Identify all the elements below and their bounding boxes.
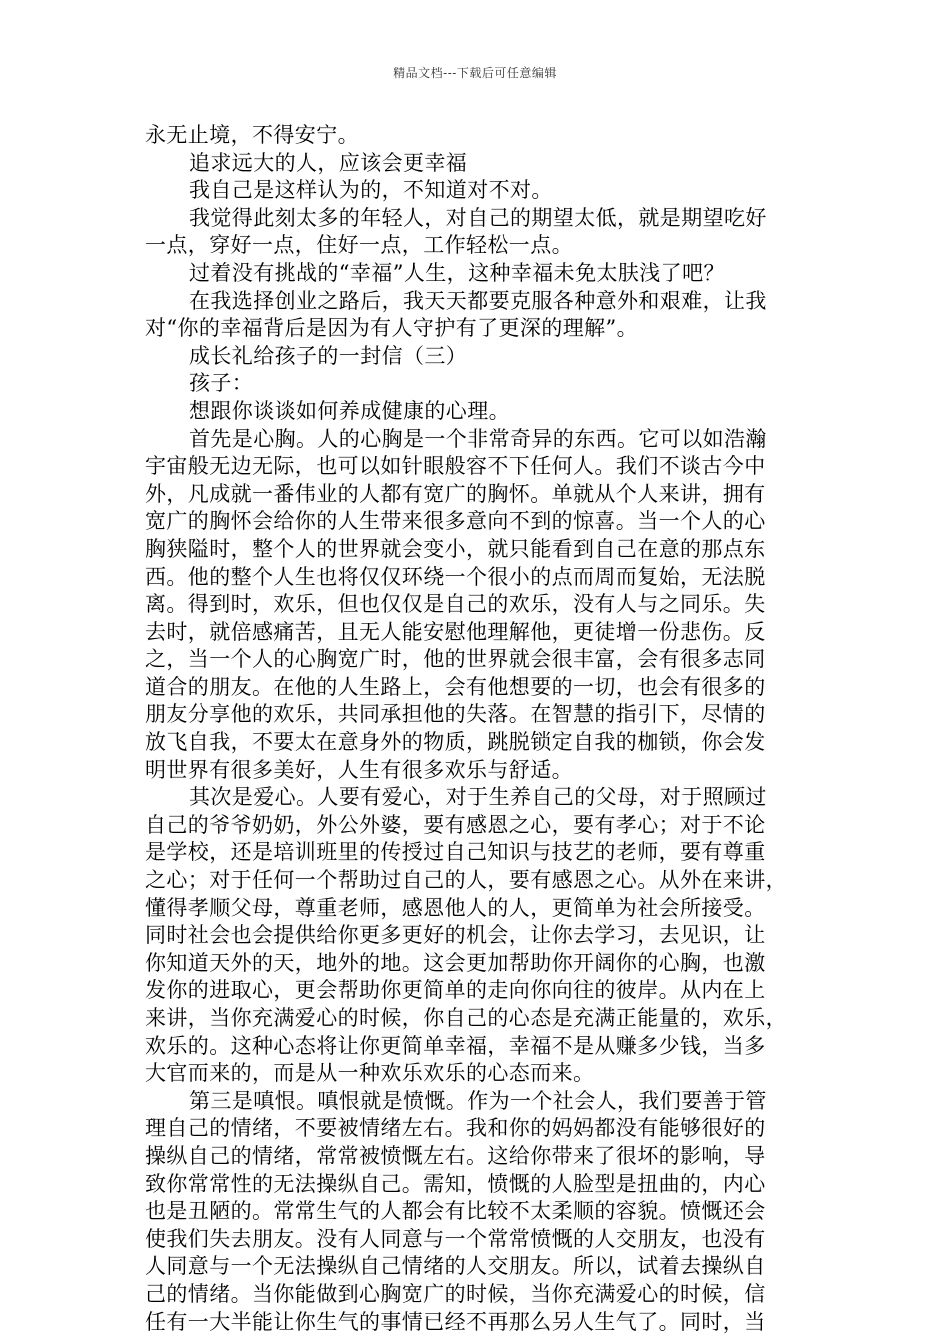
text-line: 成长礼给孩子的一封信（三） <box>189 343 468 368</box>
text-line: 发你的进取心，更会帮助你更简单的走向你向往的彼岸。从内在上 <box>145 978 766 1003</box>
text-line: 人同意与一个无法操纵自己情绪的人交朋友。所以，试着去操纵自 <box>145 1254 766 1279</box>
text-line: 孩子： <box>189 371 254 396</box>
text-line: 第三是嗔恨。嗔恨就是愤慨。作为一个社会人，我们要善于管 <box>189 1088 767 1113</box>
text-line: 任有一大半能让你生气的事情已经不再那么另人生气了。同时，当 <box>145 1309 766 1334</box>
page-header: 精品文档---下载后可任意编辑 <box>393 66 557 80</box>
text-line: 想跟你谈谈如何养成健康的心理。 <box>189 398 510 423</box>
text-line: 去时，就倍感痛苦，且无人能安慰他理解他，更徒增一份悲伤。反 <box>145 619 766 644</box>
text-line: 其次是爱心。人要有爱心，对于生养自己的父母，对于照顾过 <box>189 785 767 810</box>
text-line: 西。他的整个人生也将仅仅环绕一个很小的点而周而复始，无法脱 <box>145 564 766 589</box>
text-line: 离。得到时，欢乐，但也仅仅是自己的欢乐，没有人与之同乐。失 <box>145 592 766 617</box>
text-line: 首先是心胸。人的心胸是一个非常奇异的东西。它可以如浩瀚 <box>189 426 767 451</box>
text-line: 同时社会也会提供给你更多更好的机会，让你去学习，去见识，让 <box>145 923 766 948</box>
text-line: 道合的朋友。在他的人生路上，会有他想要的一切，也会有很多的 <box>145 674 766 699</box>
text-line: 致你常常性的无法操纵自己。需知，愤慨的人脸型是扭曲的，内心 <box>145 1171 766 1196</box>
text-line: 操纵自己的情绪，常常被愤慨左右。这给你带来了很坏的影响，导 <box>145 1143 766 1168</box>
text-line: 宇宙般无边无际，也可以如针眼般容不下任何人。我们不谈古今中 <box>145 454 766 479</box>
text-line: 使我们失去朋友。没有人同意与一个常常愤慨的人交朋友，也没有 <box>145 1226 766 1251</box>
text-line: 放飞自我，不要太在意身外的物质，跳脱锁定自我的枷锁，你会发 <box>145 730 766 755</box>
text-line: 之心；对于任何一个帮助过自己的人，要有感恩之心。从外在来讲， <box>145 868 787 893</box>
document-body <box>145 122 810 1336</box>
text-line: 永无止境，不得安宁。 <box>145 123 359 147</box>
text-line: 你知道天外的天，地外的地。这会更加帮助你开阔你的心胸，也激 <box>145 950 766 975</box>
text-line: 朋友分享他的欢乐，共同承担他的失落。在智慧的指引下，尽情的 <box>145 702 766 727</box>
text-line: 懂得孝顺父母，尊重老师，感恩他人的人，更简单为社会所接受。 <box>145 895 766 920</box>
text-line: 一点，穿好一点，住好一点，工作轻松一点。 <box>145 233 573 258</box>
text-line: 在我选择创业之路后，我天天都要克服各种意外和艰难，让我 <box>189 288 767 313</box>
text-line: 己的情绪。当你能做到心胸宽广的时候，当你充满爱心的时候，信 <box>145 1281 766 1306</box>
text-line: 自己的爷爷奶奶，外公外婆，要有感恩之心，要有孝心；对于不论 <box>145 812 766 837</box>
text-line: 过着没有挑战的“幸福”人生，这种幸福未免太肤浅了吧？ <box>189 260 725 285</box>
text-line: 也是丑陋的。常常生气的人都会有比较不太柔顺的容貌。愤慨还会 <box>145 1199 766 1224</box>
text-line: 对“你的幸福背后是因为有人守护有了更深的理解”。 <box>145 316 639 341</box>
text-line: 我自己是这样认为的，不知道对不对。 <box>189 178 553 203</box>
text-line: 宽广的胸怀会给你的人生带来很多意向不到的惊喜。当一个人的心 <box>145 509 766 534</box>
text-line: 明世界有很多美好，人生有很多欢乐与舒适。 <box>145 757 573 782</box>
text-line: 欢乐的。这种心态将让你更简单幸福，幸福不是从赚多少钱，当多 <box>145 1033 766 1058</box>
text-line: 追求远大的人，应该会更幸福 <box>189 150 468 175</box>
text-line: 胸狭隘时，整个人的世界就会变小，就只能看到自己在意的那点东 <box>145 536 766 561</box>
text-line: 来讲，当你充满爱心的时候，你自己的心态是充满正能量的，欢乐， <box>145 1006 787 1030</box>
text-line: 是学校，还是培训班里的传授过自己知识与技艺的老师，要有尊重 <box>145 840 766 865</box>
text-line: 之，当一个人的心胸宽广时，他的世界就会很丰富，会有很多志同 <box>145 647 766 672</box>
text-line: 外，凡成就一番伟业的人都有宽广的胸怀。单就从个人来讲，拥有 <box>145 481 766 506</box>
text-line: 大官而来的，而是从一种欢乐欢乐的心态而来。 <box>145 1061 595 1086</box>
text-line: 理自己的情绪，不要被情绪左右。我和你的妈妈都没有能够很好的 <box>145 1116 766 1141</box>
text-line: 我觉得此刻太多的年轻人，对自己的期望太低，就是期望吃好 <box>189 205 767 230</box>
